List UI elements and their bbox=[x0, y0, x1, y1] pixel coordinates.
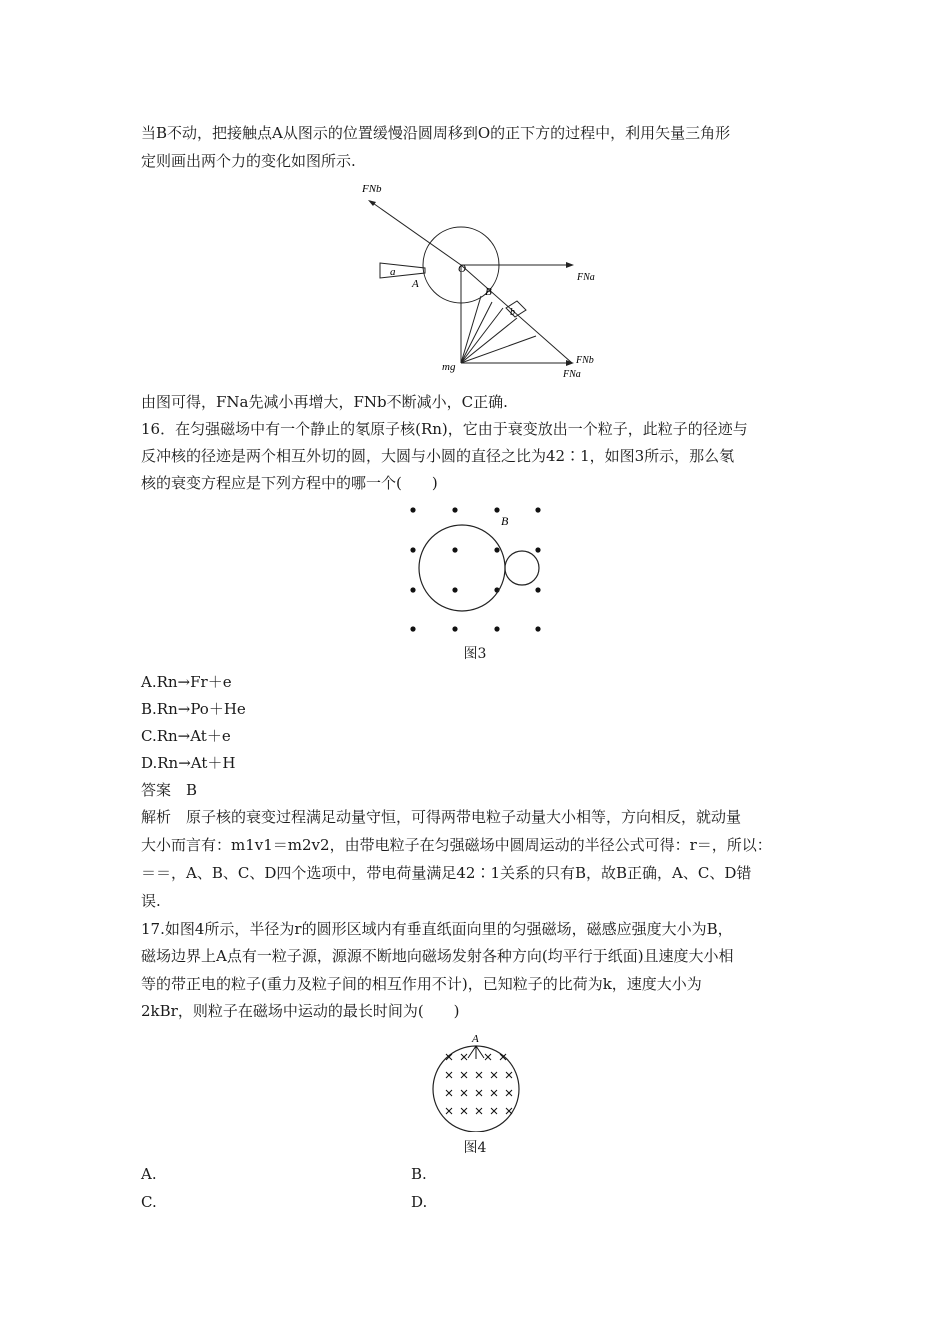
q17-stem-line-2: 磁场边界上A点有一粒子源，源源不断地向磁场发射各种方向(均平行于纸面)且速度大小相 bbox=[141, 947, 734, 965]
label-fna-bottom: FNa bbox=[563, 369, 581, 380]
field-crosses bbox=[446, 1054, 512, 1114]
q16-option-a: A.Rn→Fr＋e bbox=[141, 673, 232, 691]
label-o: O bbox=[458, 263, 466, 275]
label-fnb-top: FNb bbox=[362, 183, 382, 195]
q16-analysis-line-2: 大小而言有：m1v1＝m2v2，由带电粒子在匀强磁场中圆周运动的半径公式可得：r＝，所以： bbox=[141, 836, 772, 854]
fig3-label-b: B bbox=[501, 514, 509, 528]
field-dots bbox=[410, 507, 540, 631]
force-triangle-figure bbox=[340, 180, 610, 380]
source-arrows bbox=[468, 1046, 484, 1059]
q17-option-a: A. bbox=[141, 1165, 157, 1183]
q16-option-b: B.Rn→Po＋He bbox=[141, 700, 246, 718]
q17-option-b: B. bbox=[411, 1165, 427, 1183]
fig4-circular-field bbox=[428, 1028, 528, 1132]
q17-option-d: D. bbox=[411, 1193, 428, 1211]
label-a: A bbox=[412, 278, 419, 290]
q16-stem-line-3: 核的衰变方程应是下列方程中的哪一个( ) bbox=[141, 474, 438, 492]
q16-analysis-line-1: 解析 原子核的衰变过程满足动量守恒，可得两带电粒子动量大小相等，方向相反，就动量 bbox=[141, 808, 742, 826]
q16-answer: 答案 B bbox=[141, 781, 198, 799]
prev-solution-conclusion: 由图可得，FNa先减小再增大，FNb不断减小，C正确. bbox=[141, 393, 508, 411]
label-mg: mg bbox=[442, 361, 456, 373]
small-track-circle bbox=[505, 551, 539, 585]
fig4-caption: 图4 bbox=[463, 1140, 487, 1156]
q16-stem-line-1: 16．在匀强磁场中有一个静止的氡原子核(Rn)，它由于衰变放出一个粒子，此粒子的径迹与 bbox=[141, 420, 748, 438]
fig3-caption: 图3 bbox=[463, 646, 487, 662]
q17-stem-line-1: 17.如图4所示，半径为r的圆形区域内有垂直纸面向里的匀强磁场，磁感应强度大小为B， bbox=[141, 920, 733, 938]
label-fna-right: FNa bbox=[577, 272, 595, 283]
q16-option-d: D.Rn→At＋H bbox=[141, 754, 236, 772]
q16-analysis-line-3: ＝＝，A、B、C、D四个选项中，带电荷量满足42∶1关系的只有B，故B正确，A、C、D错 bbox=[141, 864, 752, 882]
label-a-wedge: a bbox=[390, 266, 396, 278]
q17-option-c: C. bbox=[141, 1193, 157, 1211]
label-b-small: b bbox=[510, 307, 515, 318]
prev-solution-line-1: 当B不动，把接触点A从图示的位置缓慢沿圆周移到O的正下方的过程中，利用矢量三角形 bbox=[141, 124, 731, 142]
q17-stem-line-4: 2kBr，则粒子在磁场中运动的最长时间为( ) bbox=[141, 1002, 460, 1020]
block-b bbox=[506, 301, 526, 317]
fig3-magnetic-field bbox=[400, 502, 550, 637]
wedge-a bbox=[380, 263, 425, 278]
q16-option-c: C.Rn→At＋e bbox=[141, 727, 231, 745]
fnb-top-arrow bbox=[370, 201, 461, 265]
q16-stem-line-2: 反冲核的径迹是两个相互外切的圆，大圆与小圆的直径之比为42∶1，如图3所示，那么氡 bbox=[141, 447, 735, 465]
support-line-b bbox=[461, 265, 572, 363]
fig4-label-a: A bbox=[472, 1033, 479, 1045]
q16-analysis-line-4: 误. bbox=[141, 892, 161, 910]
large-track-circle bbox=[419, 525, 505, 611]
label-b: B bbox=[485, 286, 492, 298]
prev-solution-line-2: 定则画出两个力的变化如图所示. bbox=[141, 152, 356, 170]
label-fnb-bottom: FNb bbox=[576, 355, 594, 366]
q17-stem-line-3: 等的带正电的粒子(重力及粒子间的相互作用不计)，已知粒子的比荷为k，速度大小为 bbox=[141, 975, 702, 993]
